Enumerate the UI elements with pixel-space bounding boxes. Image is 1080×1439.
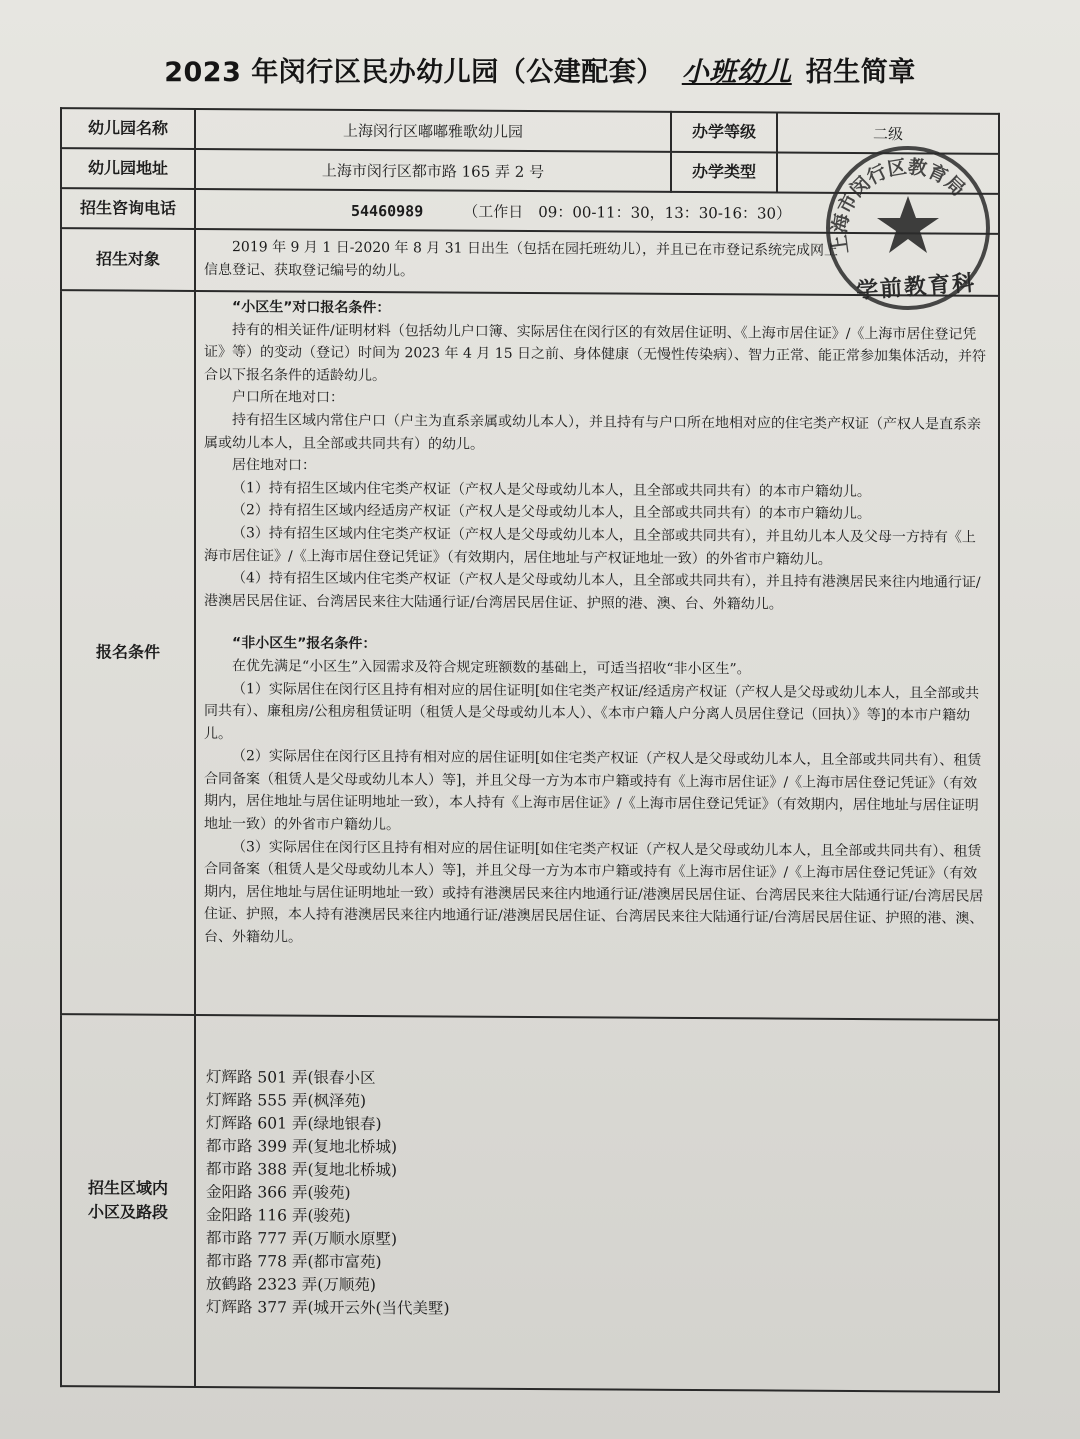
region-label-line1: 招生区域内 [87,1178,168,1198]
conditions-text [195,291,999,1020]
name-label: 幼儿园名称 [61,108,195,149]
address-label: 幼儿园地址 [61,148,195,189]
row-name [61,108,999,154]
list-item: 金阳路 116 弄(骏苑) [206,1206,351,1225]
title-handwritten: 小班幼儿 [681,57,792,88]
phone-label: 招生咨询电话 [61,188,195,229]
type-label: 办学类型 [671,152,777,193]
list-item: 灯辉路 377 弄(城开云外(当代美墅) [206,1298,450,1318]
region-label-line2: 小区及路段 [87,1202,168,1222]
row-conditions [61,290,999,1020]
p3-title: 居住地对口： [232,457,316,474]
p1: 持有的相关证件/证明材料（包括幼儿户口簿、实际居住在闵行区的有效居住证明、《上海市居住证》/《上海市居住登记凭证》等）的变动（登记）时间为 2023 年 4 月 15 日之前、身体健康（无慢性传染病）、智力正常、能正常参加集体活动，并符合以下报名条件的适龄幼儿。 [204,321,987,384]
row-address [61,148,999,194]
roads-list [195,1015,999,1392]
name-value: 上海闵行区嘟嘟雅歌幼儿园 [195,109,671,152]
title-prefix: 2023 年闵行区民办幼儿园（公建配套） [164,57,664,88]
list-item: 金阳路 366 弄(骏苑) [206,1183,351,1202]
list-item: 放鹤路 2323 弄(万顺苑) [206,1275,376,1295]
phone-number: 54460989 [351,201,424,220]
list-item: 灯辉路 555 弄(枫泽苑) [206,1091,367,1110]
p4-3: （3）实际居住在闵行区且持有相对应的居住证明[如住宅类产权证（产权人是父母或幼儿本人，且全部或共同共有）、租赁合同备案（租赁人是父母或幼儿本人）等]，并且父母一方为本市户籍或持有《上海市居住证》/《上海市居住登记凭证》（有效期内，居住地址与居住证明地址一致）或持有港澳居民来往内地通行证/港澳居民居住证、台湾居民来往大陆通行证/台湾居民居住证、护照，本人持有港澳居民来往内地通行证/港澳居民居住证、台湾居民来往大陆通行证/台湾居民居住证、护照的港、澳、台、外籍幼儿。 [204,838,984,946]
phone-hours: （工作日 09：00-11：30，13：30-16：30） [463,202,792,223]
p3-4: （4）持有招生区域内住宅类产权证（产权人是父母或幼儿本人，且全部或共同共有），并且持有港澳居民来往内地通行证/港澳居民居住证、台湾居民来往大陆通行证/台湾居民居住证、护照的港、澳、台、外籍幼儿。 [204,570,981,613]
type-value [777,153,999,194]
p4-1: （1）实际居住在闵行区且持有相对应的居住证明[如住宅类产权证/经适房产权证（产权人是父母或幼儿本人，且全部或共同共有）、廉租房/公租房租赁证明（租赁人是父母或幼儿本人）、《本市户籍人户分离人员居住登记（回执）》等]的本市户籍幼儿。 [204,680,980,742]
p4-title: “非小区生”报名条件： [232,635,377,653]
p3-1: （1）持有招生区域内住宅类产权证（产权人是父母或幼儿本人，且全部或共同共有）的本市户籍幼儿。 [232,479,871,500]
row-region [61,1014,999,1392]
p4: 在优先满足“小区生”入园需求及符合规定班额数的基础上，可适当招收“非小区生”。 [232,658,751,678]
row-phone [61,188,999,234]
grade-label: 办学等级 [671,112,777,153]
conditions-label: 报名条件 [61,290,195,1015]
list-item: 都市路 777 弄(万顺水原墅) [206,1229,398,1249]
stamp-ring-text: 上海市闵行区教育局 [828,155,970,256]
p2-title: 户口所在地对口： [232,389,344,407]
page-title [40,50,1040,89]
p3-2: （2）持有招生区域内经适房产权证（产权人是父母或幼儿本人，且全部或共同共有）的本市户籍幼儿。 [232,502,871,523]
list-item: 灯辉路 501 弄(银春小区 [206,1068,376,1088]
title-suffix: 招生简章 [805,57,916,88]
list-item: 灯辉路 601 弄(绿地银春) [206,1114,382,1134]
phone-cell [195,189,999,234]
p2: 持有招生区域内常住户口（户主为直系亲属或幼儿本人），并且持有与户口所在地相对应的住宅类产权证（产权人是直系亲属或幼儿本人，且全部或共同共有）的幼儿。 [204,412,981,453]
target-text: 2019 年 9 月 1 日-2020 年 8 月 31 日出生（包括在园托班幼儿），并且已在市登记系统完成网上信息登记、获取登记编号的幼儿。 [204,239,839,279]
p4-2: （2）实际居住在闵行区且持有相对应的居住证明[如住宅类产权证（产权人是父母或幼儿本人，且全部或共同共有）、租赁合同备案（租赁人是父母或幼儿本人）等]，并且父母一方为本市户籍或持有《上海市居住证》/《上海市居住登记凭证》（有效期内，居住地址与居住证明地址一致），本人持有《上海市居住证》/《上海市居住登记凭证》（有效期内，居住地址与居住证明地址一致）的外省市户籍幼儿。 [204,748,982,834]
target-label: 招生对象 [61,228,195,291]
address-value: 上海市闵行区都市路 165 弄 2 号 [195,149,671,192]
list-item: 都市路 388 弄(复地北桥城) [206,1160,398,1180]
p3-3: （3）持有招生区域内住宅类产权证（产权人是父母或幼儿本人，且全部或共同共有），并且幼儿本人及父母一方持有《上海市居住证》/《上海市居住登记凭证》（有效期内，居住地址与产权证地址一致）的外省市户籍幼儿。 [204,525,976,568]
list-item: 都市路 778 弄(都市富苑) [206,1252,382,1272]
region-label [61,1014,195,1387]
grade-value: 二级 [777,113,999,154]
p1-title: “小区生”对口报名条件： [232,299,391,317]
stamp-bottom-text: 学前教育科 [855,270,977,305]
list-item: 都市路 399 弄(复地北桥城) [206,1137,398,1157]
